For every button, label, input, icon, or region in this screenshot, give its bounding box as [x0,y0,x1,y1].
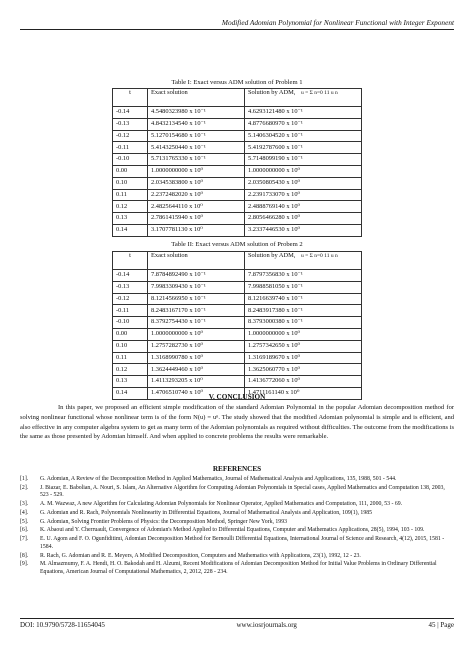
reference-text: R. Rach, G. Adomian and R. E. Meyers, A Modified Decomposition, Computers and Mathematics with Applications, 23(1), 1992, 12 - 23. [40,552,361,559]
table1-header-adm [245,89,362,107]
reference-number: [8]. [20,552,29,559]
reference-number: [7]. [20,536,29,543]
reference-item [20,476,454,484]
table1-row [113,177,362,189]
table1-exact-cell: 5.7131765330 x 10⁻¹ [148,154,245,166]
table2-exact-cell: 8.3792754430 x 10⁻¹ [148,317,245,329]
table1-adm-cell: 1.0000000000 x 10⁰ [245,165,362,177]
table2-adm-cell: 1.0000000000 x 10⁰ [245,328,362,340]
reference-text: M. Almazmumy, F. A. Hendi, H. O. Bakodah and H. Alzumi, Recent Modifications of Adomian Decomposition Method for Initial Value Problems in Ordinary Differential Equations, American Journal of Computational Mathematics, 2, 2012, 228 - 234. [40,561,437,575]
reference-text: G. Adomian and R. Rach, Polynomials Nonlinearity in Differential Equations, Journal of Mathematical Analysis and Application, 109(1), 1985 [40,509,373,516]
reference-item [20,519,454,527]
footer-site: www.iosrjournals.org [236,621,297,629]
table2-row [113,340,362,352]
table1-adm-cell: 5.4192787600 x 10⁻¹ [245,142,362,154]
table1-t-cell: -0.12 [113,130,148,142]
table2-exact-cell: 1.2757282730 x 10⁰ [148,340,245,352]
table1-header-row [113,89,362,107]
table1-exact-cell: 4.5480323980 x 10⁻¹ [148,107,245,119]
table2-adm-cell: 1.4136772060 x 10⁰ [245,376,362,388]
reference-item [20,510,454,518]
table1-adm-cell: 5.1406304520 x 10⁻¹ [245,130,362,142]
table1-adm-cell: 2.0350805430 x 10⁰ [245,177,362,189]
footer-doi: DOI: 10.9790/5728-11654045 [20,621,105,629]
conclusion-text: In this paper, we proposed an efficient simple modification of the standard Adomian Polynomial in the popular Adomian decomposition method for solving nonlinear functional whose nonlinear term is of the form N(u) = uⁿ. The study showed that the modified Adomian polynomial is simple and is efficient, and also effective in any computer algebra system to get as many term of the Adomian polynomials as required without difficulties. The outcome from the modifications is the same as those presented by Adomian himself. And when applied to concrete problems the results were remarkable. [20,404,454,441]
table1-exact-cell: 2.4825644110 x 10⁰ [148,201,245,213]
table1-t-cell: 0.12 [113,201,148,213]
table1-exact-cell: 1.0000000000 x 10⁰ [148,165,245,177]
table2-adm-cell: 1.3625060770 x 10⁰ [245,364,362,376]
reference-item [20,561,454,576]
table2-header-row [113,252,362,270]
table2-formula: u = Σ n=0 11 u n [301,253,338,259]
table1-adm-cell: 5.7148099190 x 10⁻¹ [245,154,362,166]
table2-exact-cell: 1.4706510740 x 10⁰ [148,387,245,399]
table1-header-adm-label: Solution by ADM, [248,89,296,96]
reference-text: J. Biazar, E. Babolian, A. Nouri, S. Islam, An Alternative Algorithm for Computing Adomian Polynomials in Special cases, Applied Mathematics and Computation 138, 2003, 523 - 529. [40,484,445,499]
table2-t-cell: 0.14 [113,387,148,399]
running-title: Modified Adomian Polynomial for Nonlinear Functional with Integer Exponent [20,18,454,30]
table1-adm-cell: 4.6293121480 x 10⁻¹ [245,107,362,119]
table1-row [113,165,362,177]
table1-exact-cell: 2.2372482020 x 10⁰ [148,189,245,201]
table2 [112,251,362,400]
reference-text: G. Adomian, A Review of the Decomposition Method in Applied Mathematics, Journal of Mathematical Analysis and Applications, 135, 1988, 501 - 544. [40,476,397,482]
table2-adm-cell: 8.1216639740 x 10⁻¹ [245,293,362,305]
table1-t-cell: -0.14 [113,107,148,119]
table2-row [113,293,362,305]
table2-exact-cell: 1.4113293205 x 10⁰ [148,376,245,388]
table1 [112,88,362,237]
table1-row [113,142,362,154]
table1-exact-cell: 5.4143250440 x 10⁻¹ [148,142,245,154]
table2-exact-cell: 8.1214566950 x 10⁻¹ [148,293,245,305]
reference-number: [6]. [20,527,29,534]
table1-adm-cell: 3.2337446530 x 10⁰ [245,224,362,236]
reference-number: [5]. [20,518,29,525]
table1-adm-cell: 2.2391733070 x 10⁰ [245,189,362,201]
reference-text: G. Adomian, Solving Frontier Problems of Physics: the Decomposition Method, Springer New York, 1993 [40,518,288,525]
table2-row [113,352,362,364]
table2-caption: Table II: Exact versus ADM solution of Probem 2 [171,241,303,248]
references-title: REFERENCES [212,465,262,473]
table2-row [113,270,362,282]
reference-number: [2]. [20,484,29,491]
table2-t-cell: 0.00 [113,328,148,340]
table1-t-cell: -0.13 [113,118,148,130]
table1-t-cell: -0.10 [113,154,148,166]
table2-adm-cell: 1.3169189670 x 10⁰ [245,352,362,364]
table1-row [113,224,362,236]
table2-exact-cell: 7.9983309430 x 10⁻¹ [148,281,245,293]
table1-row [113,213,362,225]
table2-t-cell: -0.10 [113,317,148,329]
table2-t-cell: 0.13 [113,376,148,388]
reference-item [20,553,454,561]
table2-t-cell: -0.13 [113,281,148,293]
table2-exact-cell: 8.2483167170 x 10⁻¹ [148,305,245,317]
table1-row [113,154,362,166]
footer-page: 45 | Page [428,621,454,629]
table2-adm-cell: 7.8797356830 x 10⁻¹ [245,270,362,282]
table1-t-cell: 0.14 [113,224,148,236]
reference-text: K. Abaoui and Y. Cherruault, Convergence of Adomian's Method Applied to Differential Equations, Computer and Mathematics Applications, 28(5), 1994, 103 - 109. [40,527,425,534]
table1-t-cell: 0.11 [113,189,148,201]
table1-adm-cell: 2.8056466280 x 10⁰ [245,213,362,225]
table1-adm-cell: 4.8776680970 x 10⁻¹ [245,118,362,130]
table1-t-cell: 0.10 [113,177,148,189]
table1-exact-cell: 3.1707781130 x 10⁰ [148,224,245,236]
table1-row [113,118,362,130]
table2-adm-cell: 8.2483917380 x 10⁻¹ [245,305,362,317]
table2-adm-cell: 1.2757342650 x 10⁰ [245,340,362,352]
table1-t-cell: 0.13 [113,213,148,225]
table2-adm-cell: 7.9988581050 x 10⁻¹ [245,281,362,293]
table1-formula: u = Σ n=0 11 u n [301,90,338,96]
table2-t-cell: 0.11 [113,352,148,364]
table2-exact-cell: 1.3624449460 x 10⁰ [148,364,245,376]
table1-exact-cell: 5.1270154680 x 10⁻¹ [148,130,245,142]
reference-number: [4]. [20,509,29,516]
table1-exact-cell: 2.0345383800 x 10⁰ [148,177,245,189]
reference-item [20,485,454,500]
table2-header-t: t [113,252,148,270]
table2-t-cell: 0.12 [113,364,148,376]
table2-row [113,305,362,317]
reference-number: [1]. [20,476,29,482]
reference-number: [9]. [20,561,29,568]
table1-header-t: t [113,89,148,107]
table2-row [113,364,362,376]
table2-exact-cell: 1.3168990780 x 10⁰ [148,352,245,364]
table2-row [113,317,362,329]
table2-adm-cell: 1.4711161140 x 10⁰ [245,387,362,399]
reference-text: E. U. Agom and F. O. Ogunfiditimi, Adomian Decomposition Method for Bernoulli Differential Equations, International Journal of Science and Research, 4(12), 2015, 1581 - 1584. [40,536,445,550]
table2-header-adm-label: Solution by ADM, [248,252,296,259]
table2-exact-cell: 7.8784892490 x 10⁻¹ [148,270,245,282]
table1-caption: Table I: Exact versus ADM solution of Problem 1 [171,79,303,86]
table1-row [113,107,362,119]
table2-t-cell: -0.12 [113,293,148,305]
table2-row [113,328,362,340]
table1-t-cell: -0.11 [113,142,148,154]
table1-row [113,189,362,201]
page-footer [20,618,454,629]
table1-row [113,130,362,142]
conclusion-paragraph [20,403,454,442]
table1-header-exact: Exact solution [148,89,245,107]
table1-t-cell: 0.00 [113,165,148,177]
table1-exact-cell: 4.8432134540 x 10⁻¹ [148,118,245,130]
reference-number: [3]. [20,501,29,508]
reference-text: A. M. Wazwaz, A new Algorithm for Calculating Adomian Polynomials for Nonlinear Operator, Applied Mathematics and Computation, 111, 2000, 53 - 69. [40,501,403,508]
table2-row [113,376,362,388]
reference-item [20,501,454,509]
table2-adm-cell: 8.3793000380 x 10⁻¹ [245,317,362,329]
table1-row [113,201,362,213]
reference-item [20,536,454,551]
table2-header-exact: Exact solution [148,252,245,270]
table2-t-cell: 0.10 [113,340,148,352]
reference-item [20,527,454,535]
table2-t-cell: -0.11 [113,305,148,317]
table2-header-adm [245,252,362,270]
table2-t-cell: -0.14 [113,270,148,282]
table2-row [113,281,362,293]
table1-adm-cell: 2.4888769140 x 10⁰ [245,201,362,213]
table2-exact-cell: 1.0000000000 x 10⁰ [148,328,245,340]
references-list [20,476,454,578]
conclusion-title: V. CONCLUSION [208,393,266,401]
table1-exact-cell: 2.7861415940 x 10⁰ [148,213,245,225]
